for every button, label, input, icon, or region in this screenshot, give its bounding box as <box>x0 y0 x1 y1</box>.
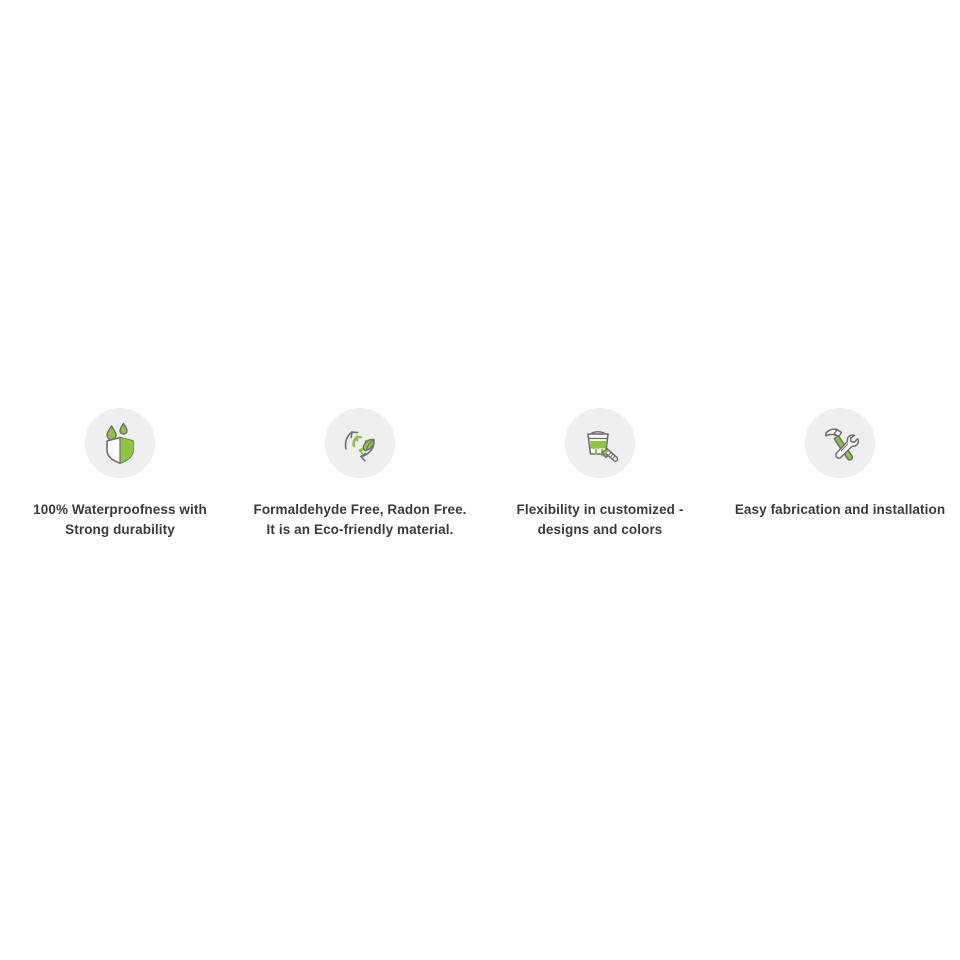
feature-item-waterproofness <box>0 408 240 539</box>
caption-line: 100% Waterproofness with <box>33 502 207 517</box>
caption-line: It is an Eco-friendly material. <box>266 521 454 537</box>
caption-line: Flexibility in customized - <box>516 502 684 517</box>
eco-recycle-leaf-icon <box>336 419 384 467</box>
feature-item-eco-friendly <box>240 408 480 539</box>
hammer-wrench-tools-icon <box>816 419 864 467</box>
feature-caption <box>245 500 475 539</box>
feature-list <box>0 408 960 539</box>
feature-item-flexibility <box>480 408 720 539</box>
icon-badge <box>565 408 635 478</box>
caption-line: Easy fabrication and installation <box>734 502 946 517</box>
feature-caption <box>5 500 235 539</box>
waterproof-shield-icon <box>96 419 144 467</box>
feature-item-fabrication <box>720 408 960 520</box>
icon-badge <box>85 408 155 478</box>
icon-badge <box>325 408 395 478</box>
icon-badge <box>805 408 875 478</box>
caption-line: designs and colors <box>537 521 663 537</box>
caption-line: Formaldehyde Free, Radon Free. <box>253 502 467 517</box>
paint-bucket-brush-icon <box>576 419 624 467</box>
caption-line: Strong durability <box>65 521 175 537</box>
feature-caption <box>725 500 955 520</box>
feature-caption <box>485 500 715 539</box>
